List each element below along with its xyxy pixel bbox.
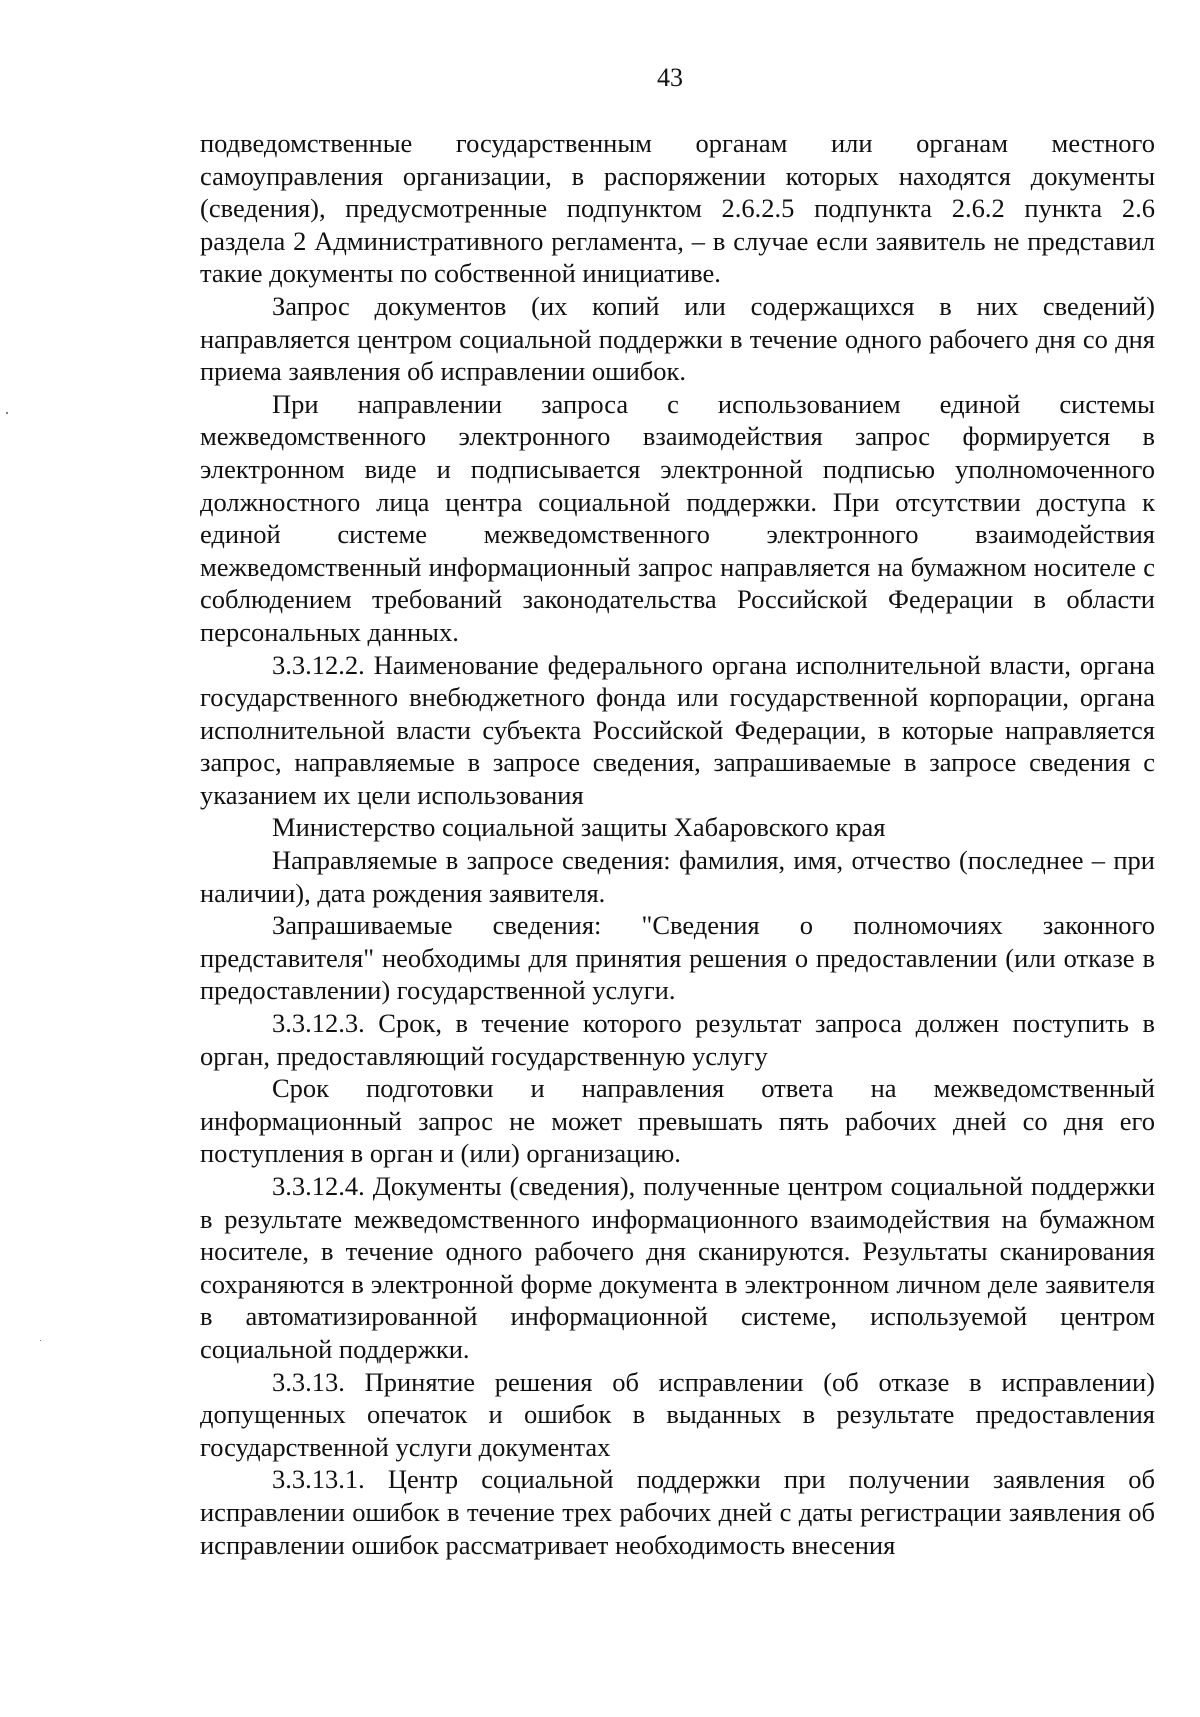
paragraph-2: Запрос документов (их копий или содержащихся в них сведений) направляется центром социальной поддержки в течение одного рабочего дня со дня приема заявления об исправлении ошибок.: [200, 290, 1155, 387]
paragraph-11: 3.3.13. Принятие решения об исправлении (об отказе в исправлении) допущенных опечаток и ошибок в выданных в результате предоставления государственной услуги документах: [200, 1366, 1155, 1462]
paragraph-10: 3.3.12.4. Документы (сведения), полученные центром социальной поддержки в результате межведомственного информационного взаимодействия на бумажном носителе, в течение одного рабочего дня сканируются. Результаты сканирования сохраняются в электронной форме документа в электронном личном деле заявителя в автоматизированной информационной системе, используемой центром социальной поддержки.: [200, 1171, 1155, 1364]
paragraph-4: 3.3.12.2. Наименование федерального органа исполнительной власти, органа государственного внебюджетного фонда или государственной корпорации, органа исполнительной власти субъекта Российской Федерации, в которые направляется запрос, направляемые в запросе сведения, запрашиваемые в запросе сведения с указанием их цели использования: [200, 649, 1155, 810]
paragraph-7: Запрашиваемые сведения: "Сведения о полномочиях законного представителя" необходимы для принятия решения о предоставлении (или отказе в предоставлении) государственной услуги.: [200, 910, 1155, 1006]
paragraph-1: подведомственные государственным органам или органам местного самоуправления организации, в распоряжении которых находятся документы (сведения), предусмотренные подпунктом 2.6.2.5 подпункта 2.6.2 пункта 2.6 раздела 2 Административного регламента, – в случае если заявитель не представил такие документы по собственной инициативе.: [200, 128, 1155, 289]
page-number: 43: [657, 63, 683, 92]
paragraph-9: Срок подготовки и направления ответа на межведомственный информационный запрос не может превышать пять рабочих дней со дня его поступления в орган и (или) организацию.: [200, 1073, 1155, 1169]
paragraph-3: При направлении запроса с использованием единой системы межведомственного электронного взаимодействия запрос формируется в электронном виде и подписывается электронной подписью уполномоченного должностного лица центра социальной поддержки. При отсутствии доступа к единой системе межведомственного электронного взаимодействия межведомственный информационный запрос направляется на бумажном носителе с соблюдением требований законодательства Российской Федерации в области персональных данных.: [200, 388, 1155, 647]
paragraph-8: 3.3.12.3. Срок, в течение которого результат запроса должен поступить в орган, предоставляющий государственную услугу: [200, 1008, 1155, 1071]
paragraph-6: Направляемые в запросе сведения: фамилия, имя, отчество (последнее – при наличии), дата рождения заявителя.: [200, 845, 1155, 908]
scan-speck: [6, 412, 8, 414]
document-body: [200, 127, 1155, 1561]
paragraph-5: Министерство социальной защиты Хабаровского края: [272, 812, 886, 843]
scan-speck: [40, 1340, 41, 1341]
paragraph-12: 3.3.13.1. Центр социальной поддержки при получении заявления об исправлении ошибок в течение трех рабочих дней с даты регистрации заявления об исправлении ошибок рассматривает необходимость внесения: [200, 1464, 1155, 1560]
